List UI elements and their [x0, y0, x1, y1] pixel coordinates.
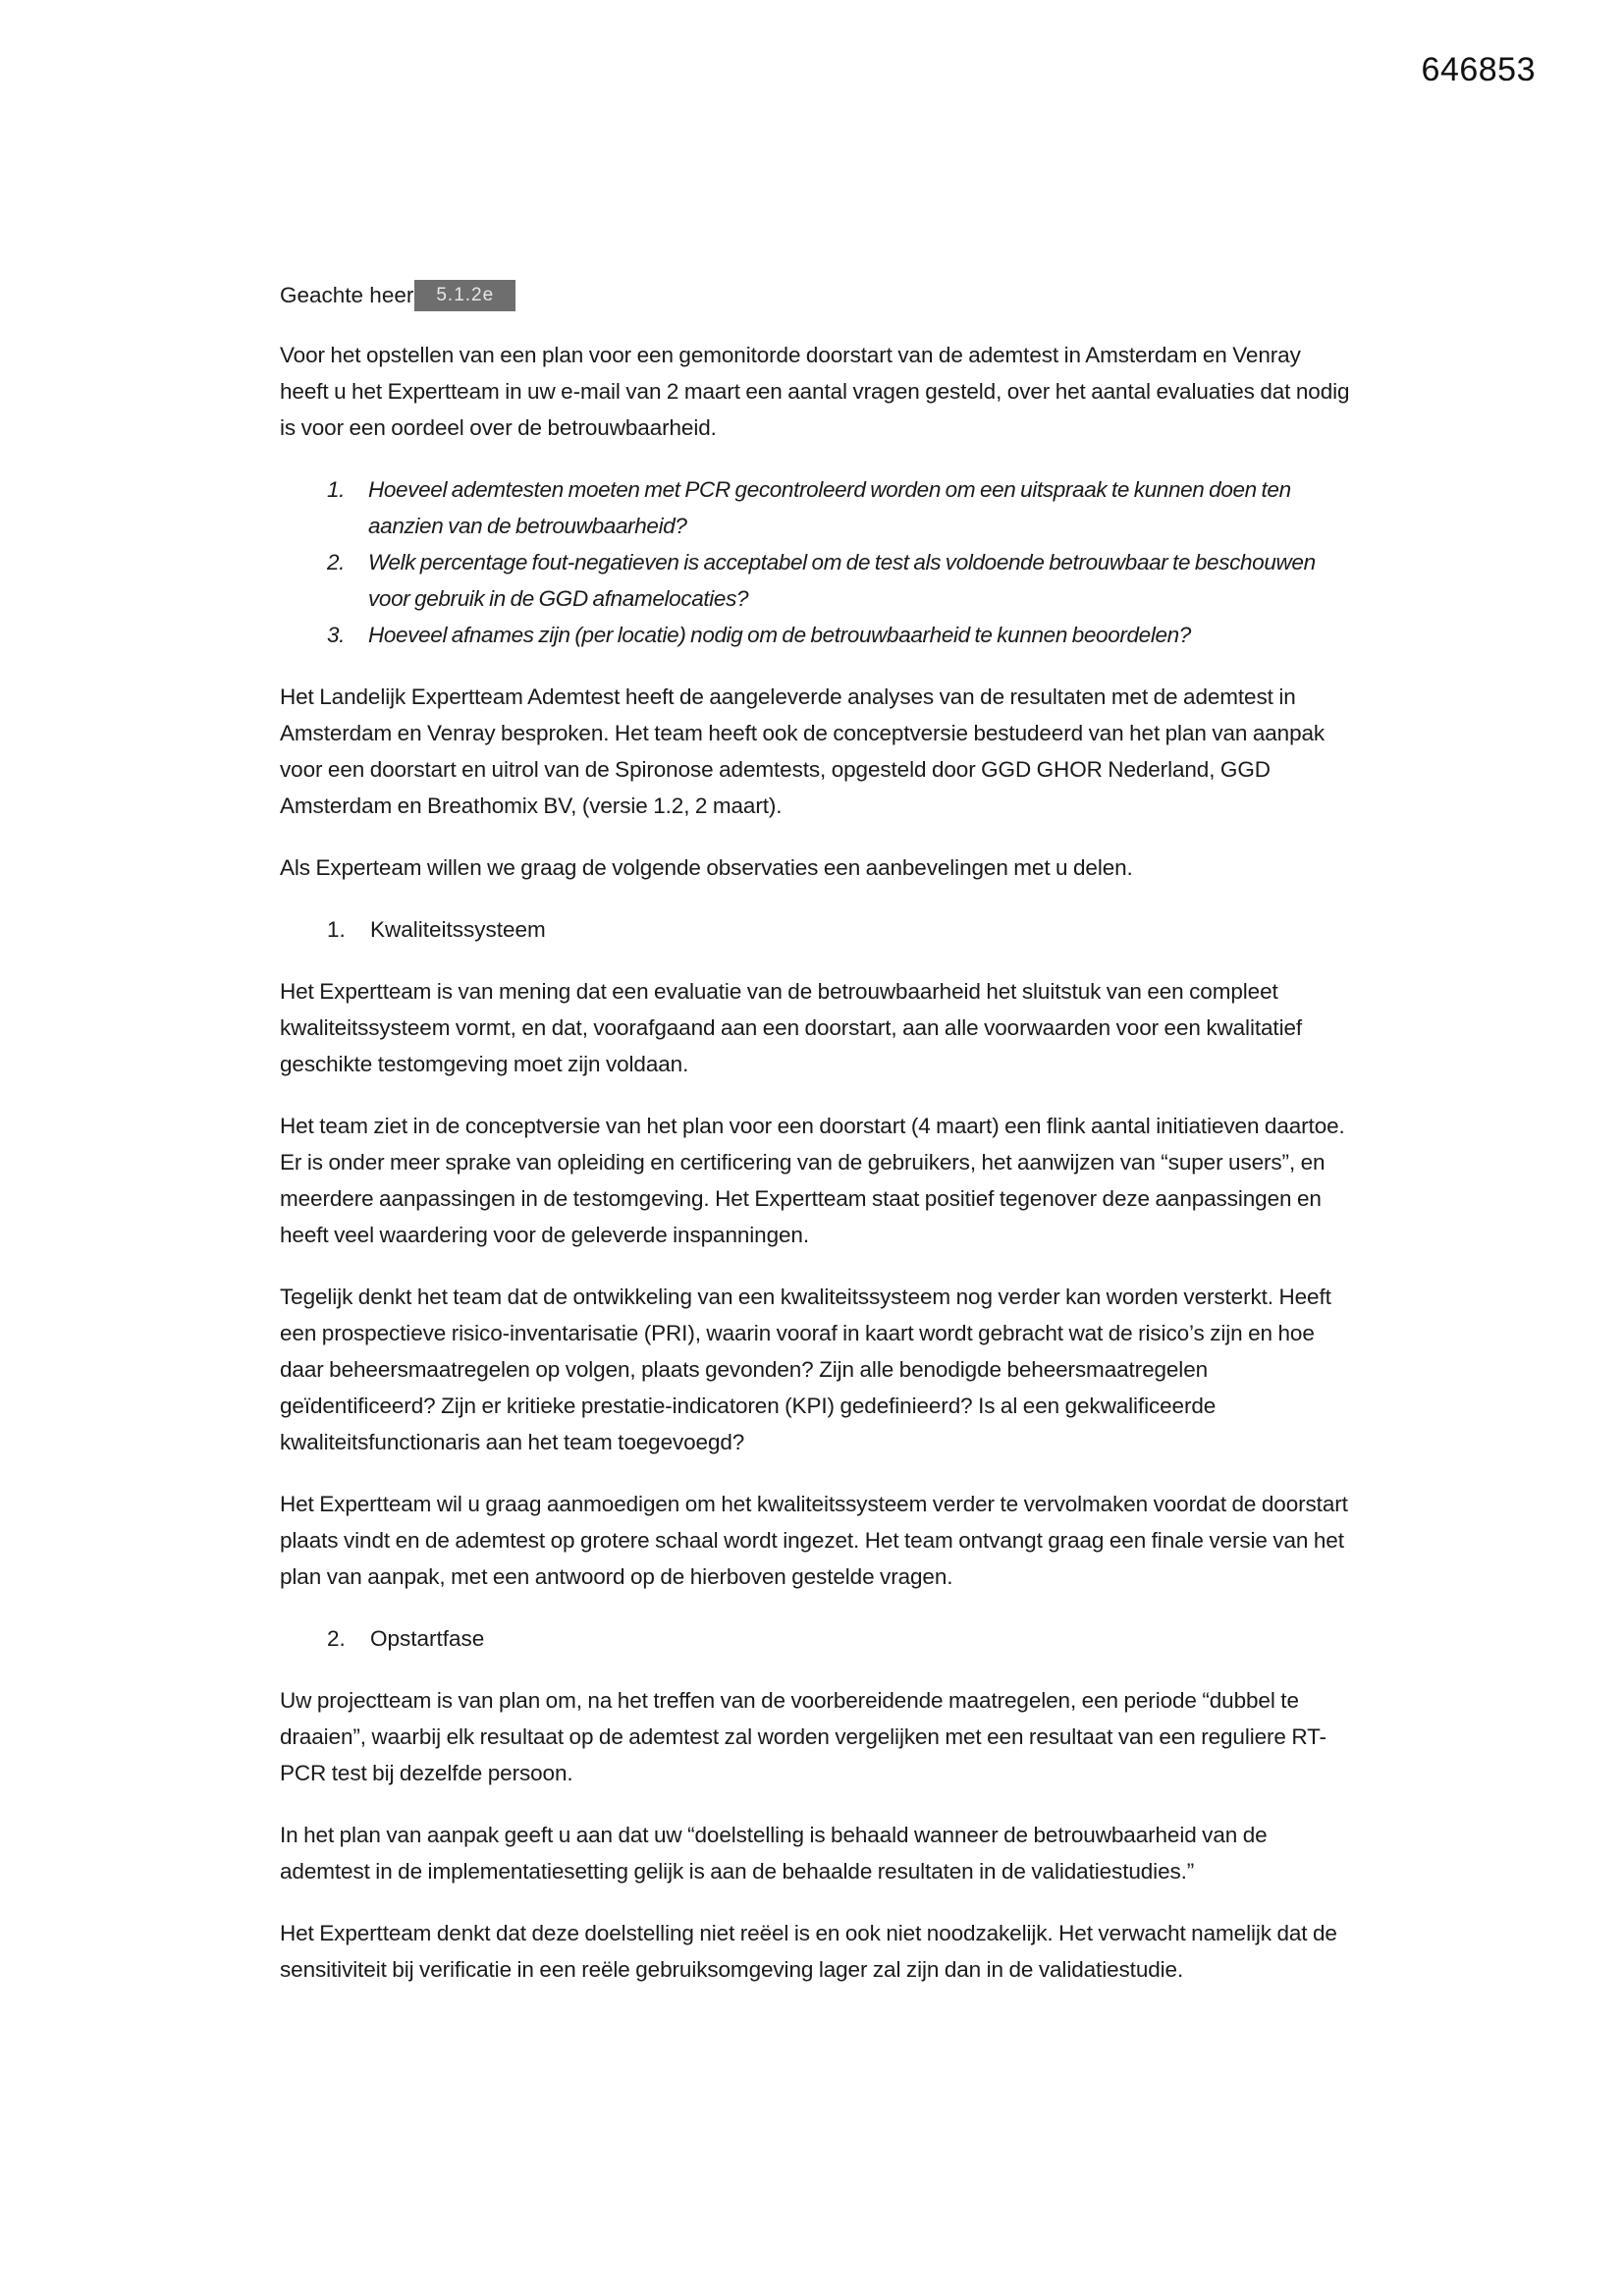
question-item-3 — [327, 617, 1350, 653]
section-heading-kwaliteitssysteem — [327, 911, 1350, 948]
document-number: 646853 — [1421, 51, 1536, 88]
salutation-text: Geachte heer — [280, 283, 414, 307]
section-title: Kwaliteitssysteem — [370, 917, 546, 942]
salutation — [280, 277, 1350, 313]
intro-paragraph: Voor het opstellen van een plan voor een gemonitorde doorstart van de ademtest in Amsterdam en Venray heeft u het Expertteam in uw e-mail van 2 maart een aantal vragen gesteld, over het aantal evaluaties dat nodig is voor een oordeel over de betrouwbaarheid. — [280, 343, 1350, 440]
question-marker: 3. — [327, 623, 346, 647]
section2-paragraph-3: Het Expertteam denkt dat deze doelstelling niet reëеl is en ook niet noodzakelijk. Het verwacht namelijk dat de sensitiviteit bij verificatie in een reële gebruiksomgeving lager zal zijn dan in de validatiestudie. — [280, 1921, 1337, 1982]
paragraph-expertteam-ademtest: Het Landelijk Expertteam Ademtest heeft de aangeleverde analyses van de resultaten met de ademtest in Amsterdam en Venray besproken. Het team heeft ook de conceptversie bestudeerd van het plan van aanpak voor een doorstart en uitrol van de Spironose ademtests, opgesteld door GGD GHOR Nederland, GGD Amsterdam en Breathomix BV, (versie 1.2, 2 maart). — [280, 684, 1326, 818]
section-marker: 2. — [327, 1626, 346, 1651]
question-text: Welk percentage fout-negatieven is acceptabel om de test als voldoende betrouwbaar te beschouwen voor gebruik in de GGD afnamelocaties? — [368, 550, 1316, 611]
section-marker: 1. — [327, 917, 346, 942]
question-marker: 2. — [327, 550, 346, 574]
question-list — [280, 471, 1350, 653]
section1-paragraph-1: Het Expertteam is van mening dat een evaluatie van de betrouwbaarheid het sluitstuk van een compleet kwaliteitssysteem vormt, en dat, voorafgaand aan een doorstart, aan alle voorwaarden voor een kwalitatief geschikte testomgeving moet zijn voldaan. — [280, 979, 1303, 1076]
redaction-box-512e: 5.1.2e — [414, 280, 515, 311]
section1-paragraph-3: Tegelijk denkt het team dat de ontwikkeling van een kwaliteitssysteem nog verder kan worden versterkt. Heeft een prospectieve risico-inventarisatie (PRI), waarin vooraf in kaart wordt gebracht wat de risico’s zijn en hoe daar beheersmaatregelen op volgen, plaats gevonden? Zijn alle benodigde beheersmaatregelen geïdentificeerd? Zijn er kritieke prestatie-indicatoren (KPI) gedefinieerd? Is al een gekwalificeerde kwaliteitsfunctionaris aan het team toegevoegd? — [280, 1285, 1331, 1454]
question-text: Hoeveel ademtesten moeten met PCR gecontroleerd worden om een uitspraak te kunnen doen ten aanzien van de betrouwbaarheid? — [368, 477, 1291, 538]
question-item-1 — [327, 471, 1350, 544]
section-heading-opstartfase — [327, 1620, 1350, 1657]
section-title: Opstartfase — [370, 1626, 485, 1651]
paragraph-observaties: Als Experteam willen we graag de volgende observaties een aanbevelingen met u delen. — [280, 855, 1133, 880]
question-item-2 — [327, 544, 1350, 617]
question-marker: 1. — [327, 477, 346, 502]
section2-paragraph-1: Uw projectteam is van plan om, na het treffen van de voorbereidende maatregelen, een periode “dubbel te draaien”, waarbij elk resultaat op de ademtest zal worden vergelijken met een resultaat van een reguliere RT-PCR test bij dezelfde persoon. — [280, 1688, 1326, 1785]
section1-paragraph-2: Het team ziet in de conceptversie van het plan voor een doorstart (4 maart) een flink aantal initiatieven daartoe. Er is onder meer sprake van opleiding en certificering van de gebruikers, het aanwijzen van “super users”, en meerdere aanpassingen in de testomgeving. Het Expertteam staat positief tegenover deze aanpassingen en heeft veel waardering voor de geleverde inspanningen. — [280, 1114, 1345, 1247]
letter-body — [280, 277, 1350, 2013]
question-text: Hoeveel afnames zijn (per locatie) nodig om de betrouwbaarheid te kunnen beoordelen? — [368, 623, 1191, 647]
section1-paragraph-4: Het Expertteam wil u graag aanmoedigen om het kwaliteitssysteem verder te vervolmaken voordat de doorstart plaats vindt en de ademtest op grotere schaal wordt ingezet. Het team ontvangt graag een finale versie van het plan van aanpak, met een antwoord op de hierboven gestelde vragen. — [280, 1492, 1348, 1589]
section2-paragraph-2: In het plan van aanpak geeft u aan dat uw “doelstelling is behaald wanneer de betrouwbaarheid van de ademtest in de implementatiesetting gelijk is aan de behaalde resultaten in de validatiestudies.” — [280, 1823, 1268, 1884]
